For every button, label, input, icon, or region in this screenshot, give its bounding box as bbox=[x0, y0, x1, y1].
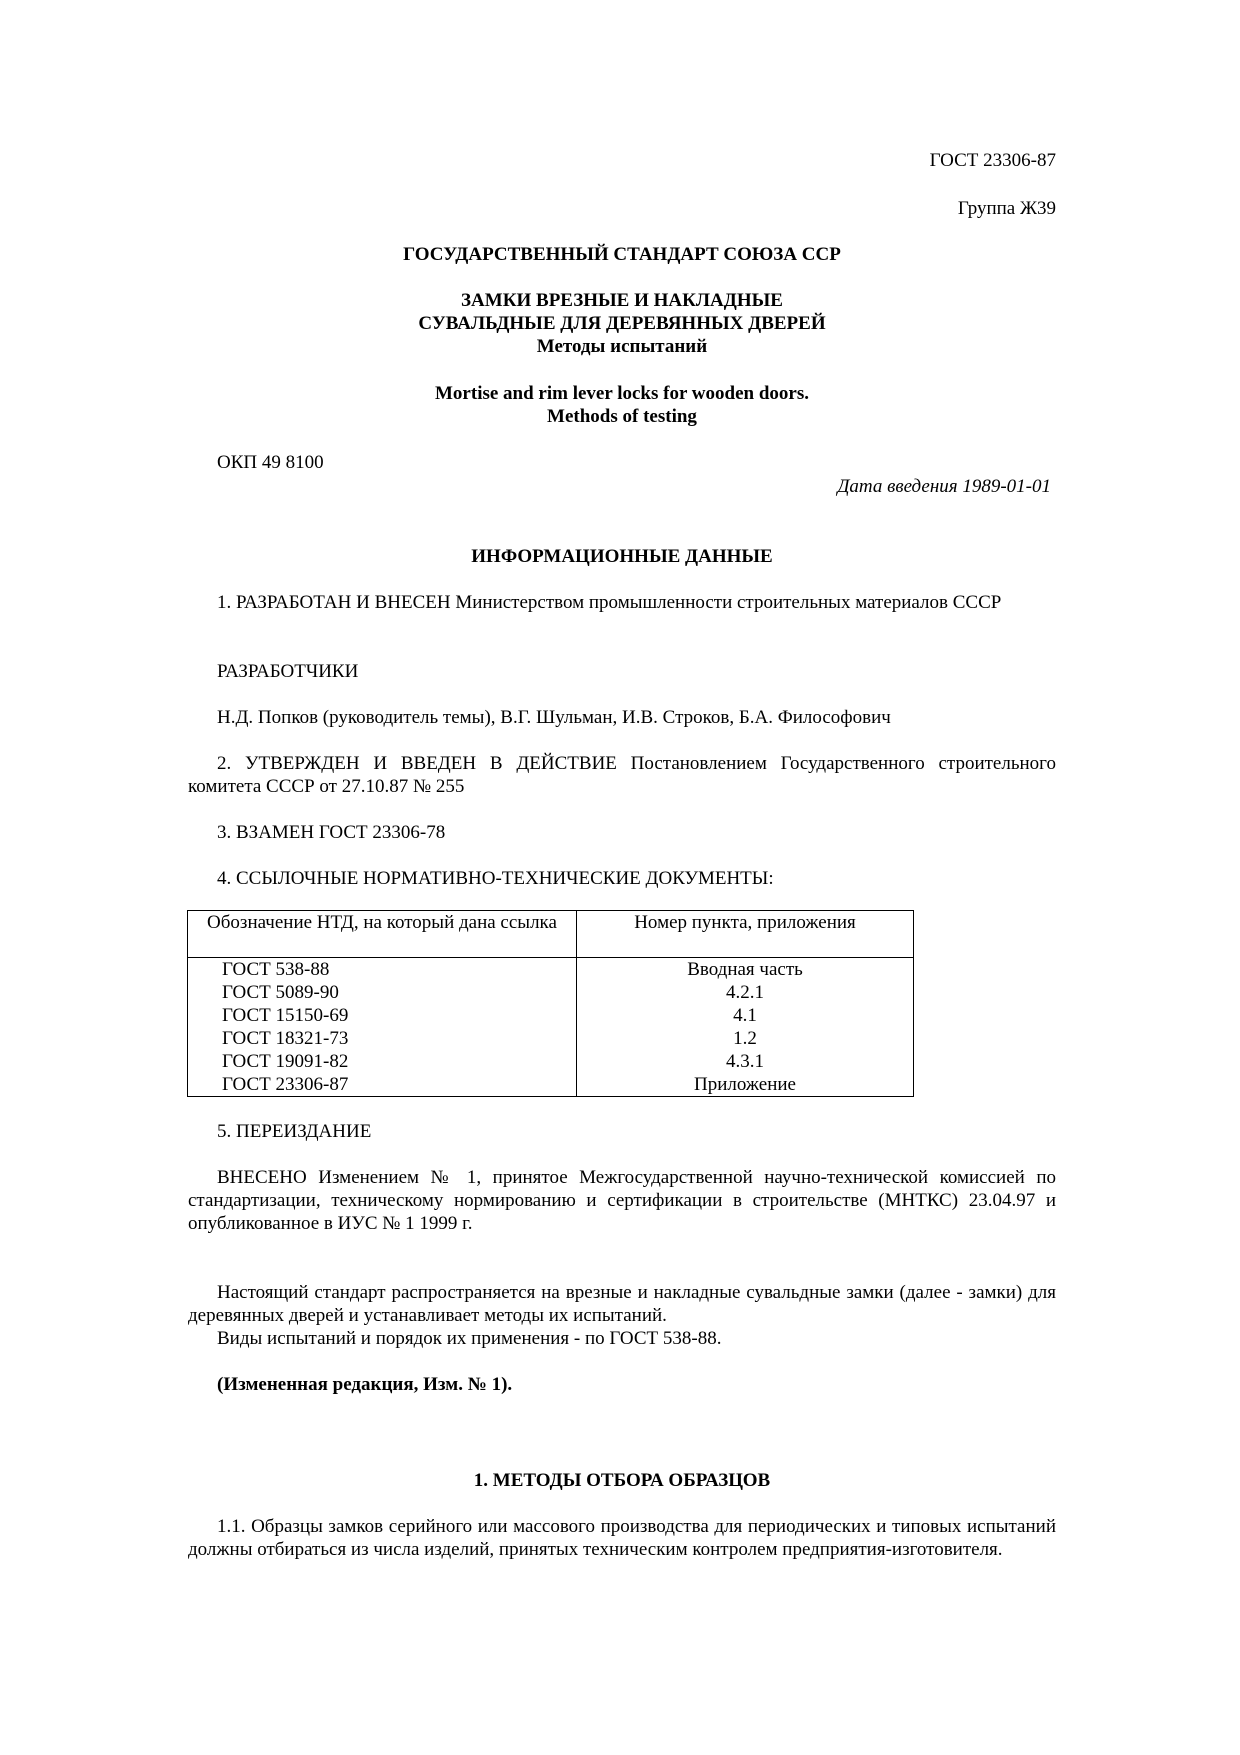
info-item-4: 4. ССЫЛОЧНЫЕ НОРМАТИВНО-ТЕХНИЧЕСКИЕ ДОКУМЕНТЫ: bbox=[217, 868, 774, 889]
table-cell-designation: ГОСТ 538-88 bbox=[188, 958, 577, 982]
table-row bbox=[188, 1004, 914, 1027]
state-standard-heading: ГОСУДАРСТВЕННЫЙ СТАНДАРТ СОЮЗА ССР bbox=[403, 244, 841, 265]
table-header-designation: Обозначение НТД, на который дана ссылка bbox=[188, 911, 577, 958]
info-item-2: 2. УТВЕРЖДЕН И ВВЕДЕН В ДЕЙСТВИЕ Постановлением Государственного строительного комитета СССР от 27.10.87 № 255 bbox=[188, 753, 1056, 797]
scope-paragraph: Настоящий стандарт распространяется на врезные и накладные сувальдные замки (далее - замки) для деревянных дверей и устанавливает методы их испытаний. bbox=[188, 1282, 1056, 1326]
introduction-date: Дата введения 1989-01-01 bbox=[837, 476, 1051, 497]
table-row bbox=[188, 1027, 914, 1050]
table-header-row bbox=[188, 911, 914, 958]
developers-list: Н.Д. Попков (руководитель темы), В.Г. Шульман, И.В. Строков, Б.А. Философович bbox=[217, 707, 891, 728]
okp-code: ОКП 49 8100 bbox=[217, 452, 324, 473]
table-header-clause: Номер пункта, приложения bbox=[577, 911, 914, 958]
info-heading: ИНФОРМАЦИОННЫЕ ДАННЫЕ bbox=[471, 546, 773, 567]
table-row bbox=[188, 1073, 914, 1097]
table-row bbox=[188, 981, 914, 1004]
info-item-1: 1. РАЗРАБОТАН И ВНЕСЕН Министерством промышленности строительных материалов СССР bbox=[217, 592, 1002, 613]
section-1-heading: 1. МЕТОДЫ ОТБОРА ОБРАЗЦОВ bbox=[473, 1470, 771, 1491]
table-cell-clause: 4.1 bbox=[577, 1004, 914, 1027]
table-cell-clause: 4.3.1 bbox=[577, 1050, 914, 1073]
edition-note: (Измененная редакция, Изм. № 1). bbox=[217, 1374, 513, 1395]
table-row bbox=[188, 1050, 914, 1073]
document-number: ГОСТ 23306-87 bbox=[929, 150, 1056, 171]
table-row bbox=[188, 958, 914, 982]
table-cell-designation: ГОСТ 23306-87 bbox=[188, 1073, 577, 1097]
table-cell-clause: Приложение bbox=[577, 1073, 914, 1097]
title-subtitle: Методы испытаний bbox=[536, 336, 708, 357]
table-cell-clause: Вводная часть bbox=[577, 958, 914, 982]
english-title-line-2: Methods of testing bbox=[547, 406, 697, 427]
amendment-note: ВНЕСЕНО Изменением № 1, принятое Межгосударственной научно-технической комиссией по стандартизации, техническому нормированию и сертификации в строительстве (МНТКС) 23.04.97 и опубликованное в ИУС № 1 1999 г. bbox=[188, 1167, 1056, 1234]
table-cell-designation: ГОСТ 18321-73 bbox=[188, 1027, 577, 1050]
info-item-5: 5. ПЕРЕИЗДАНИЕ bbox=[217, 1121, 372, 1142]
table-cell-designation: ГОСТ 5089-90 bbox=[188, 981, 577, 1004]
document-group: Группа Ж39 bbox=[957, 198, 1056, 219]
clause-1-1: 1.1. Образцы замков серийного или массового производства для периодических и типовых испытаний должны отбираться из числа изделий, принятых техническим контролем предприятия-изготовителя. bbox=[188, 1516, 1056, 1560]
info-item-3: 3. ВЗАМЕН ГОСТ 23306-78 bbox=[217, 822, 446, 843]
english-title-line-1: Mortise and rim lever locks for wooden doors. bbox=[435, 383, 809, 404]
test-types-paragraph: Виды испытаний и порядок их применения - по ГОСТ 538-88. bbox=[217, 1328, 722, 1349]
table-cell-designation: ГОСТ 15150-69 bbox=[188, 1004, 577, 1027]
reference-documents-table bbox=[187, 910, 914, 1097]
table-cell-designation: ГОСТ 19091-82 bbox=[188, 1050, 577, 1073]
table-cell-clause: 4.2.1 bbox=[577, 981, 914, 1004]
table-cell-clause: 1.2 bbox=[577, 1027, 914, 1050]
title-line-1: ЗАМКИ ВРЕЗНЫЕ И НАКЛАДНЫЕ bbox=[461, 290, 783, 311]
developers-label: РАЗРАБОТЧИКИ bbox=[217, 661, 359, 682]
title-line-2: СУВАЛЬДНЫЕ ДЛЯ ДЕРЕВЯННЫХ ДВЕРЕЙ bbox=[418, 313, 826, 334]
